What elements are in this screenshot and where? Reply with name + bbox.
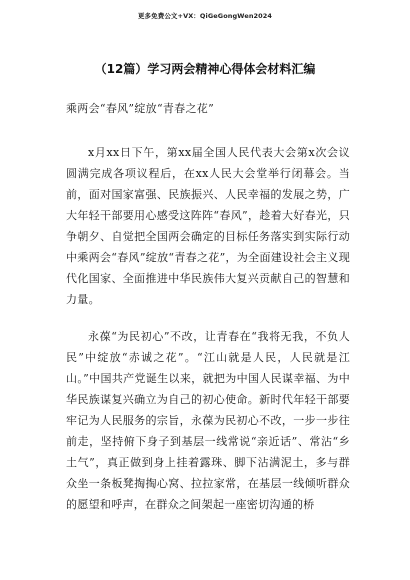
body-paragraph: 永葆“为民初心”不改，让青春在“我将无我，不负人民”中绽放“赤诚之花”。“江山就是人民，人民就是江山。”中国共产党诞生以来，就把为中国人民谋幸福、为中华民族谋复兴确立为自己的初心使命。新时代年轻干部要牢记为人民服务的宗旨，永葆为民初心不改，一步一步往前走，坚持俯下身子到基层一线常说“亲近话”、常沾“乡土气”，真正做到身上挂着露珠、脚下沾满泥土，多与群众坐一条板凳掏掏心窝、拉拉家常，在基层一线倾听群众的愿望和呼声，在群众之间架起一座密切沟通的桥	[66, 330, 350, 511]
document-title: （12篇）学习两会精神心得体会材料汇编	[94, 62, 316, 76]
body-paragraph: x月xx日下午，第xx届全国人民代表大会第x次会议圆满完成各项议程后，在xx人民大会堂举行闭幕会。当前，面对国家富强、民族振兴、人民幸福的发展之势，广大年轻干部要用心感受这阵阵“春风”，趁着大好春光，只争朝夕、自觉把全国两会确定的目标任务落实到实际行动中乘两会“春风”绽放“青春之花”，为全面建设社会主义现代化国家、全面推进中华民族伟大复兴贡献自己的智慧和力量。	[66, 146, 350, 306]
section-heading: 乘两会“春风”绽放“青春之花”	[66, 102, 214, 115]
header-note: 更多免费公文+VX：QiGeGongWen2024	[137, 12, 273, 20]
